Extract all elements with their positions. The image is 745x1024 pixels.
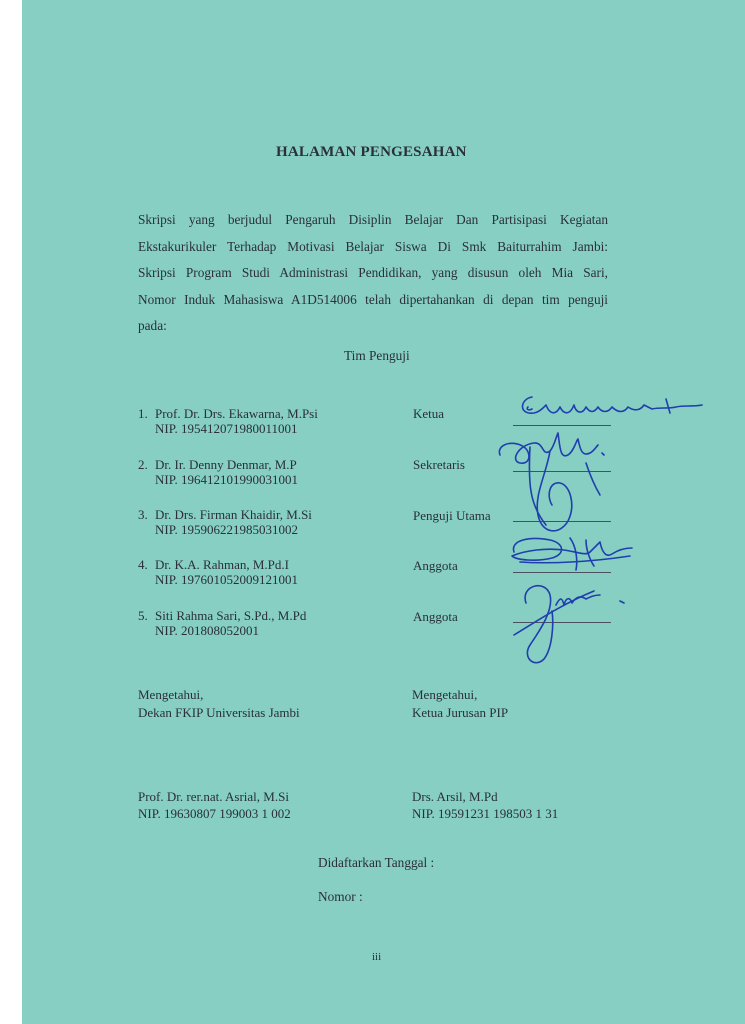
member-role: Ketua [413,406,445,421]
approval-left-name: Prof. Dr. rer.nat. Asrial, M.Si [138,789,289,804]
member-role: Anggota [413,609,458,624]
approval-right-name: Drs. Arsil, M.Pd [412,789,498,804]
team-heading: Tim Penguji [344,348,410,363]
paragraph-line: Nomor Induk Mahasiswa A1D514006 telah dipertahankan di depan tim penguji [138,291,608,307]
member-name: Dr. Drs. Firman Khaidir, M.Si [155,507,312,522]
member-role: Anggota [413,558,458,573]
paragraph-line: pada: [138,318,167,333]
member-number: 4. [138,557,148,572]
member-nip: NIP. 195906221985031002 [155,522,299,537]
approval-right-nip: NIP. 19591231 198503 1 31 [412,806,559,821]
member-name: Siti Rahma Sari, S.Pd., M.Pd [155,608,307,623]
member-nip: NIP. 197601052009121001 [155,572,299,587]
member-nip: NIP. 196412101990031001 [155,472,299,487]
approval-left-label: Mengetahui, [138,687,204,702]
member-entry [138,457,298,487]
member-number: 1. [138,406,148,421]
member-entry [138,406,318,436]
signature-anggota-1 [490,530,640,575]
signature-sekretaris [490,425,640,545]
paragraph-line: Skripsi yang berjudul Pengaruh Disiplin Belajar Dan Partisipasi Kegiatan [138,212,608,227]
approval-right-position: Ketua Jurusan PIP [412,705,509,720]
member-number: 3. [138,507,148,522]
member-entry [138,507,312,537]
approval-left-position: Dekan FKIP Universitas Jambi [138,705,300,720]
member-nip: NIP. 201808052001 [155,623,260,638]
member-name: Prof. Dr. Drs. Ekawarna, M.Psi [155,406,318,421]
member-role: Sekretaris [413,457,465,472]
member-name: Dr. Ir. Denny Denmar, M.P [155,457,297,472]
signature-anggota-2 [490,575,640,670]
approval-paragraph [138,207,608,340]
paragraph-line: Skripsi Program Studi Administrasi Pendidikan, yang disusun oleh Mia Sari, [138,265,608,280]
member-entry [138,557,298,587]
member-number: 5. [138,608,148,623]
page-title: HALAMAN PENGESAHAN [276,144,467,160]
page-number: iii [372,951,382,963]
number-label: Nomor : [318,889,363,904]
approval-left-nip: NIP. 19630807 199003 1 002 [138,806,291,821]
paragraph-line: Ekstakurikuler Terhadap Motivasi Belajar Siswa Di Smk Baiturrahim Jambi: [138,238,608,254]
member-name: Dr. K.A. Rahman, M.Pd.I [155,557,289,572]
approval-right-label: Mengetahui, [412,687,478,702]
member-nip: NIP. 195412071980011001 [155,421,298,436]
member-role: Penguji Utama [413,508,491,523]
member-number: 2. [138,457,148,472]
member-entry [138,608,306,638]
registered-date-label: Didaftarkan Tanggal : [318,855,435,870]
